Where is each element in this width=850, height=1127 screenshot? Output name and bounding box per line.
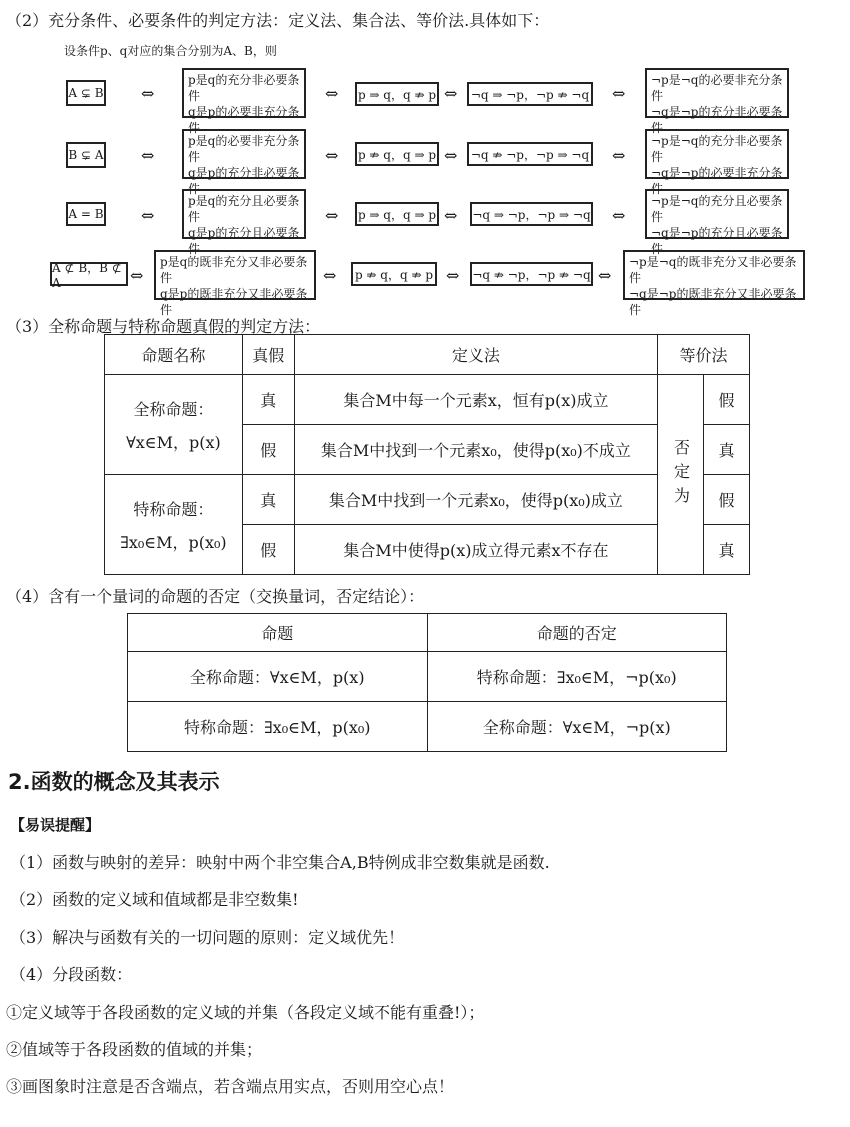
equiv-arrow: ⇔: [446, 266, 460, 285]
condition-line: q是p的充分非必要条件: [188, 166, 300, 196]
proposition-name: 特称命题：: [133, 499, 214, 519]
implication-box: p ⇒ q，q ⇏ p: [355, 82, 439, 106]
condition-line: ¬q是¬p的既非充分又非必要条件: [629, 287, 797, 317]
condition-line: ¬p是¬q的充分非必要条件: [651, 134, 783, 164]
equivalent-truth-cell: 真: [704, 425, 750, 475]
section4-title: （4）含有一个量词的命题的否定（交换量词，否定结论）：: [6, 587, 425, 606]
tip-heading: 【易误提醒】: [10, 816, 101, 834]
chapter-heading: 2.函数的概念及其表示: [8, 770, 220, 794]
set-relation-box: A = B: [66, 202, 106, 226]
negation-table: [127, 613, 727, 752]
condition-box: [182, 189, 306, 256]
table-header: 真假: [242, 335, 294, 375]
definition-cell: 集合M中找到一个元素x₀，使得p(x₀)不成立: [294, 425, 657, 475]
equiv-arrow: ⇔: [325, 206, 339, 225]
condition-line: ¬p是¬q的充分且必要条件: [651, 194, 783, 224]
equiv-arrow: ⇔: [141, 84, 155, 103]
equiv-arrow: ⇔: [325, 146, 339, 165]
condition-line: q是p的充分且必要条件: [188, 226, 300, 256]
condition-line: ¬p是¬q的既非充分又非必要条件: [629, 255, 797, 285]
universal-proposition-cell: [105, 375, 243, 475]
truth-judgement-table: [104, 334, 750, 575]
set-relation-box: B ⊊ A: [66, 142, 106, 168]
condition-line: q是p的必要非充分条件: [188, 105, 300, 135]
section3-title: （3）全称命题与特称命题真假的判定方法：: [6, 317, 321, 336]
implication-box: p ⇏ q，q ⇏ p: [351, 262, 437, 286]
proposition-cell: 特称命题：∃x₀∈M，p(x₀): [128, 702, 428, 752]
condition-line: ¬q是¬p的充分且必要条件: [651, 226, 783, 256]
tip-item: （3）解决与函数有关的一切问题的原则：定义域优先！: [10, 928, 405, 947]
tip-item: ①定义域等于各段函数的定义域的并集（各段定义域不能有重叠!）；: [6, 1003, 485, 1022]
table-header: 定义法: [294, 335, 657, 375]
set-relation-box: A ⊊ B: [66, 80, 106, 106]
contrapositive-box: ¬q ⇒ ¬p，¬p ⇒ ¬q: [470, 202, 593, 226]
contrapositive-box: ¬q ⇏ ¬p，¬p ⇒ ¬q: [467, 142, 593, 166]
equiv-arrow: ⇔: [598, 266, 612, 285]
proposition-formula: ∀x∈M，p(x): [126, 432, 221, 452]
equivalent-truth-cell: 假: [704, 475, 750, 525]
condition-box: [154, 250, 316, 317]
equiv-arrow: ⇔: [612, 84, 626, 103]
implication-box: p ⇏ q，q ⇒ p: [355, 142, 439, 166]
tip-item: （4）分段函数：: [10, 965, 133, 984]
equivalent-truth-cell: 假: [704, 375, 750, 425]
proposition-formula: ∃x₀∈M，p(x₀): [120, 532, 227, 552]
equiv-arrow: ⇔: [612, 206, 626, 225]
equiv-arrow: ⇔: [323, 266, 337, 285]
implication-box: p ⇒ q，q ⇒ p: [355, 202, 439, 226]
condition-line: ¬p是¬q的必要非充分条件: [651, 73, 783, 103]
condition-line: p是q的必要非充分条件: [188, 134, 300, 164]
existential-proposition-cell: [105, 475, 243, 575]
definition-cell: 集合M中找到一个元素x₀，使得p(x₀)成立: [294, 475, 657, 525]
condition-line: ¬q是¬p的必要非充分条件: [651, 166, 783, 196]
section2-title: （2）充分条件、必要条件的判定方法：定义法、集合法、等价法.具体如下：: [6, 11, 550, 30]
tip-item: ③画图象时注意是否含端点，若含端点用实点，否则用空心点！: [6, 1077, 455, 1096]
equiv-arrow: ⇔: [444, 146, 458, 165]
contrapositive-box: ¬q ⇏ ¬p，¬p ⇏ ¬q: [470, 262, 593, 286]
condition-box: [182, 129, 306, 196]
proposition-name: 全称命题：: [133, 399, 214, 419]
negation-label-cell: [658, 375, 704, 575]
truth-cell: 真: [242, 375, 294, 425]
condition-line: p是q的充分且必要条件: [188, 194, 300, 224]
negation-condition-box: [623, 250, 805, 317]
negation-cell: 全称命题：∀x∈M，¬p(x): [427, 702, 727, 752]
definition-cell: 集合M中每一个元素x，恒有p(x)成立: [294, 375, 657, 425]
tip-item: ②值域等于各段函数的值域的并集；: [6, 1040, 263, 1059]
definition-cell: 集合M中使得p(x)成立得元素x不存在: [294, 525, 657, 575]
equiv-arrow: ⇔: [141, 146, 155, 165]
condition-line: p是q的既非充分又非必要条件: [160, 255, 308, 285]
truth-cell: 假: [242, 525, 294, 575]
table-header: 命题名称: [105, 335, 243, 375]
table-header: 命题的否定: [427, 614, 727, 652]
equiv-arrow: ⇔: [130, 266, 144, 285]
equiv-arrow: ⇔: [612, 146, 626, 165]
equivalent-truth-cell: 真: [704, 525, 750, 575]
condition-line: ¬q是¬p的充分非必要条件: [651, 105, 783, 135]
condition-line: p是q的充分非必要条件: [188, 73, 300, 103]
equiv-arrow: ⇔: [444, 84, 458, 103]
contrapositive-box: ¬q ⇒ ¬p，¬p ⇏ ¬q: [467, 82, 593, 106]
table-header: 命题: [128, 614, 428, 652]
condition-box: [182, 68, 306, 135]
set-relation-box: A ⊄ B，B ⊄ A: [50, 262, 128, 286]
truth-cell: 假: [242, 425, 294, 475]
negation-condition-box: [645, 129, 789, 196]
proposition-cell: 全称命题：∀x∈M，p(x): [128, 652, 428, 702]
negation-label: 否定为: [671, 438, 691, 511]
negation-cell: 特称命题：∃x₀∈M，¬p(x₀): [427, 652, 727, 702]
truth-cell: 真: [242, 475, 294, 525]
condition-line: q是p的既非充分又非必要条件: [160, 287, 308, 317]
tip-item: （1）函数与映射的差异：映射中两个非空集合A,B特例成非空数集就是函数.: [10, 853, 550, 872]
negation-condition-box: [645, 189, 789, 256]
equiv-arrow: ⇔: [444, 206, 458, 225]
section2-note: 设条件p、q对应的集合分别为A、B，则: [64, 44, 277, 58]
equiv-arrow: ⇔: [141, 206, 155, 225]
table-header: 等价法: [658, 335, 750, 375]
negation-condition-box: [645, 68, 789, 135]
tip-item: （2）函数的定义域和值域都是非空数集!: [10, 890, 299, 909]
equiv-arrow: ⇔: [325, 84, 339, 103]
